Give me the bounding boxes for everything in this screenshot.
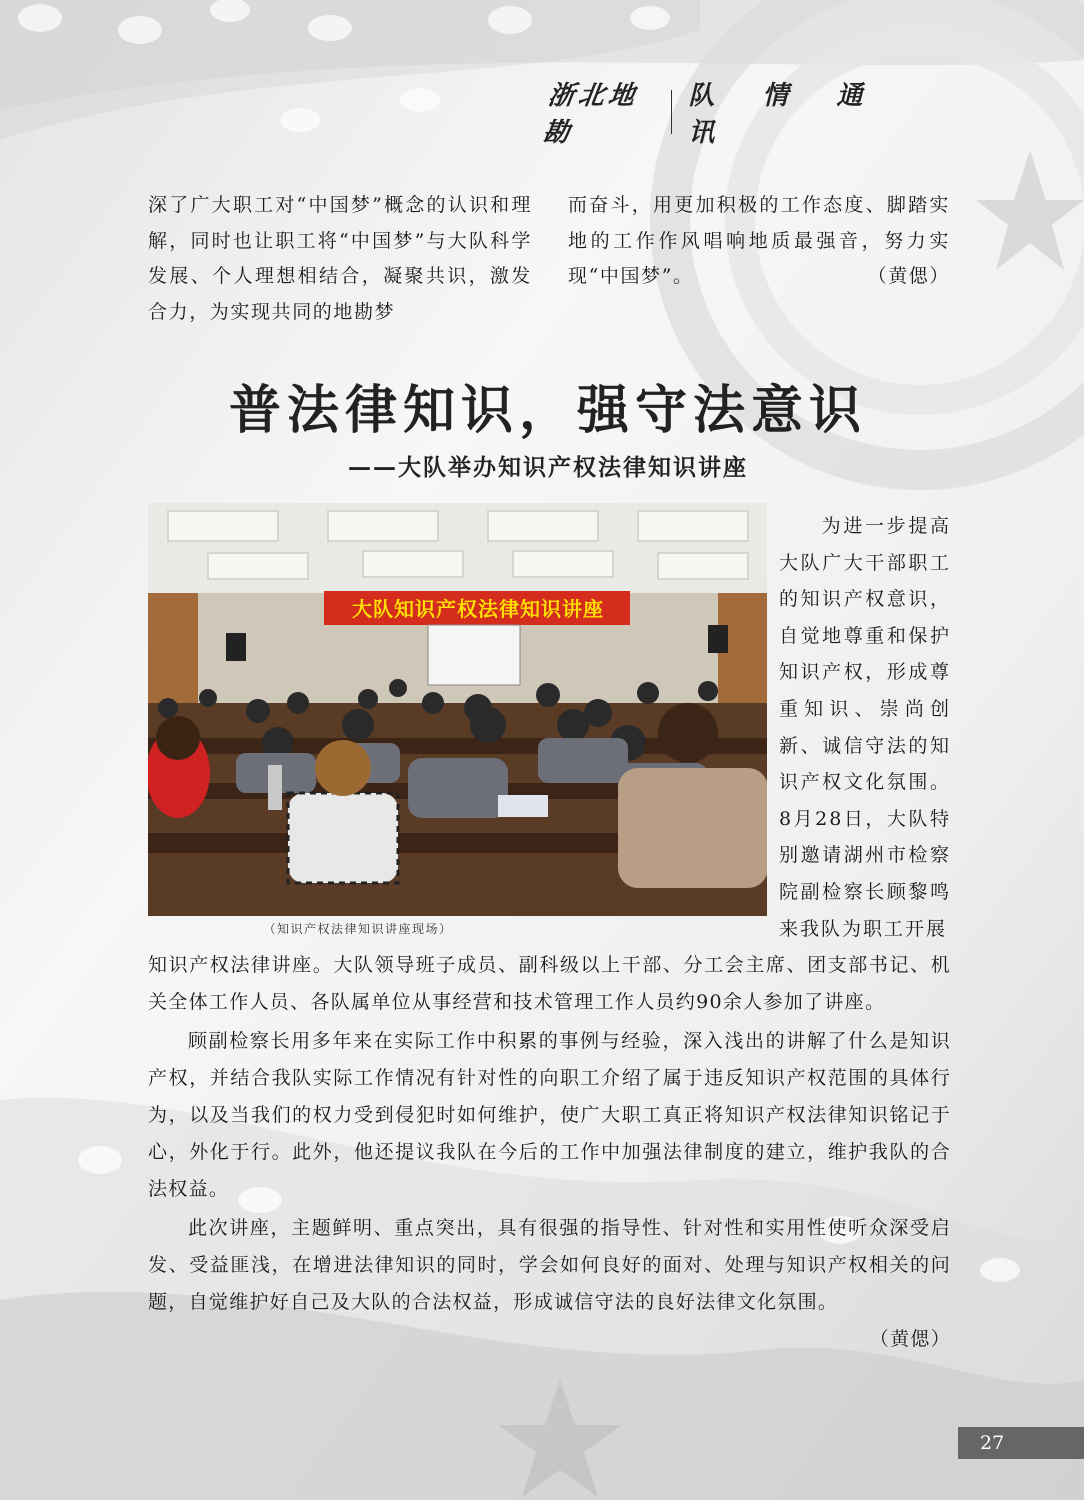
prev-article-author: （黄偲） [867,265,950,287]
article-title: 普法律知识，强守法意识 [228,381,867,441]
article-author: （黄偲） [869,1328,951,1350]
article-subtitle: ——大队举办知识产权法律知识讲座 [348,455,748,481]
prev-article-right-text: 而奋斗，用更加积极的工作态度、脚踏实地的工作作风唱响地质最强音，努力实现“中国梦”。 [568,194,950,287]
article-paragraph-1: 知识产权法律讲座。大队领导班子成员、副科级以上干部、分工会主席、团支部书记、机关全体工作人员、各队属单位从事经营和技术管理工作人员约90余人参加了讲座。 [148,954,951,1013]
page-number: 27 [958,1427,1084,1459]
prev-article-left-column: 深了广大职工对“中国梦”概念的认识和理解，同时也让职工将“中国梦”与大队科学发展、个人理想相结合，凝聚共识，激发合力，为实现共同的地勘梦 [148,194,532,323]
photo-caption: （知识产权法律知识讲座现场） [263,922,453,936]
article-body [148,947,951,1358]
header-divider [671,90,673,134]
section-name: 队情通讯 [688,81,911,148]
article-paragraph-3: 此次讲座，主题鲜明、重点突出，具有很强的指导性、针对性和实用性使听众深受启发、受益匪浅，在增进法律知识的同时，学会如何良好的面对、处理与知识产权相关的问题，自觉维护好自己及大队的合法权益，形成诚信守法的良好法律文化氛围。 [148,1217,951,1313]
page-header [540,81,966,148]
article-intro-side [779,508,951,947]
photo-banner-text: 大队知识产权法律知识讲座 [352,596,604,621]
article-paragraph-3-wrapper [148,1210,951,1350]
lecture-photo [148,503,767,916]
article-paragraph-2: 顾副检察长用多年来在实际工作中积累的事例与经验，深入浅出的讲解了什么是知识产权，并结合我队实际工作情况有针对性的向职工介绍了属于违反知识产权范围的具体行为，以及当我们的权力受到侵犯时如何维护，使广大职工真正将知识产权法律知识铭记于心，外化于行。此外，他还提议我队在今后的工作中加强法律制度的建立，维护我队的合法权益。 [148,1030,951,1200]
article-intro-text: 为进一步提高大队广大干部职工的知识产权意识，自觉地尊重和保护知识产权，形成尊重知识、崇尚创新、诚信守法的知识产权文化氛围。8月28日，大队特别邀请湖州市检察院副检察长顾黎鸣来我队为职工开展 [779,515,951,940]
magazine-name: 浙北地勘 [540,81,641,148]
prev-article-right-column [568,188,950,295]
